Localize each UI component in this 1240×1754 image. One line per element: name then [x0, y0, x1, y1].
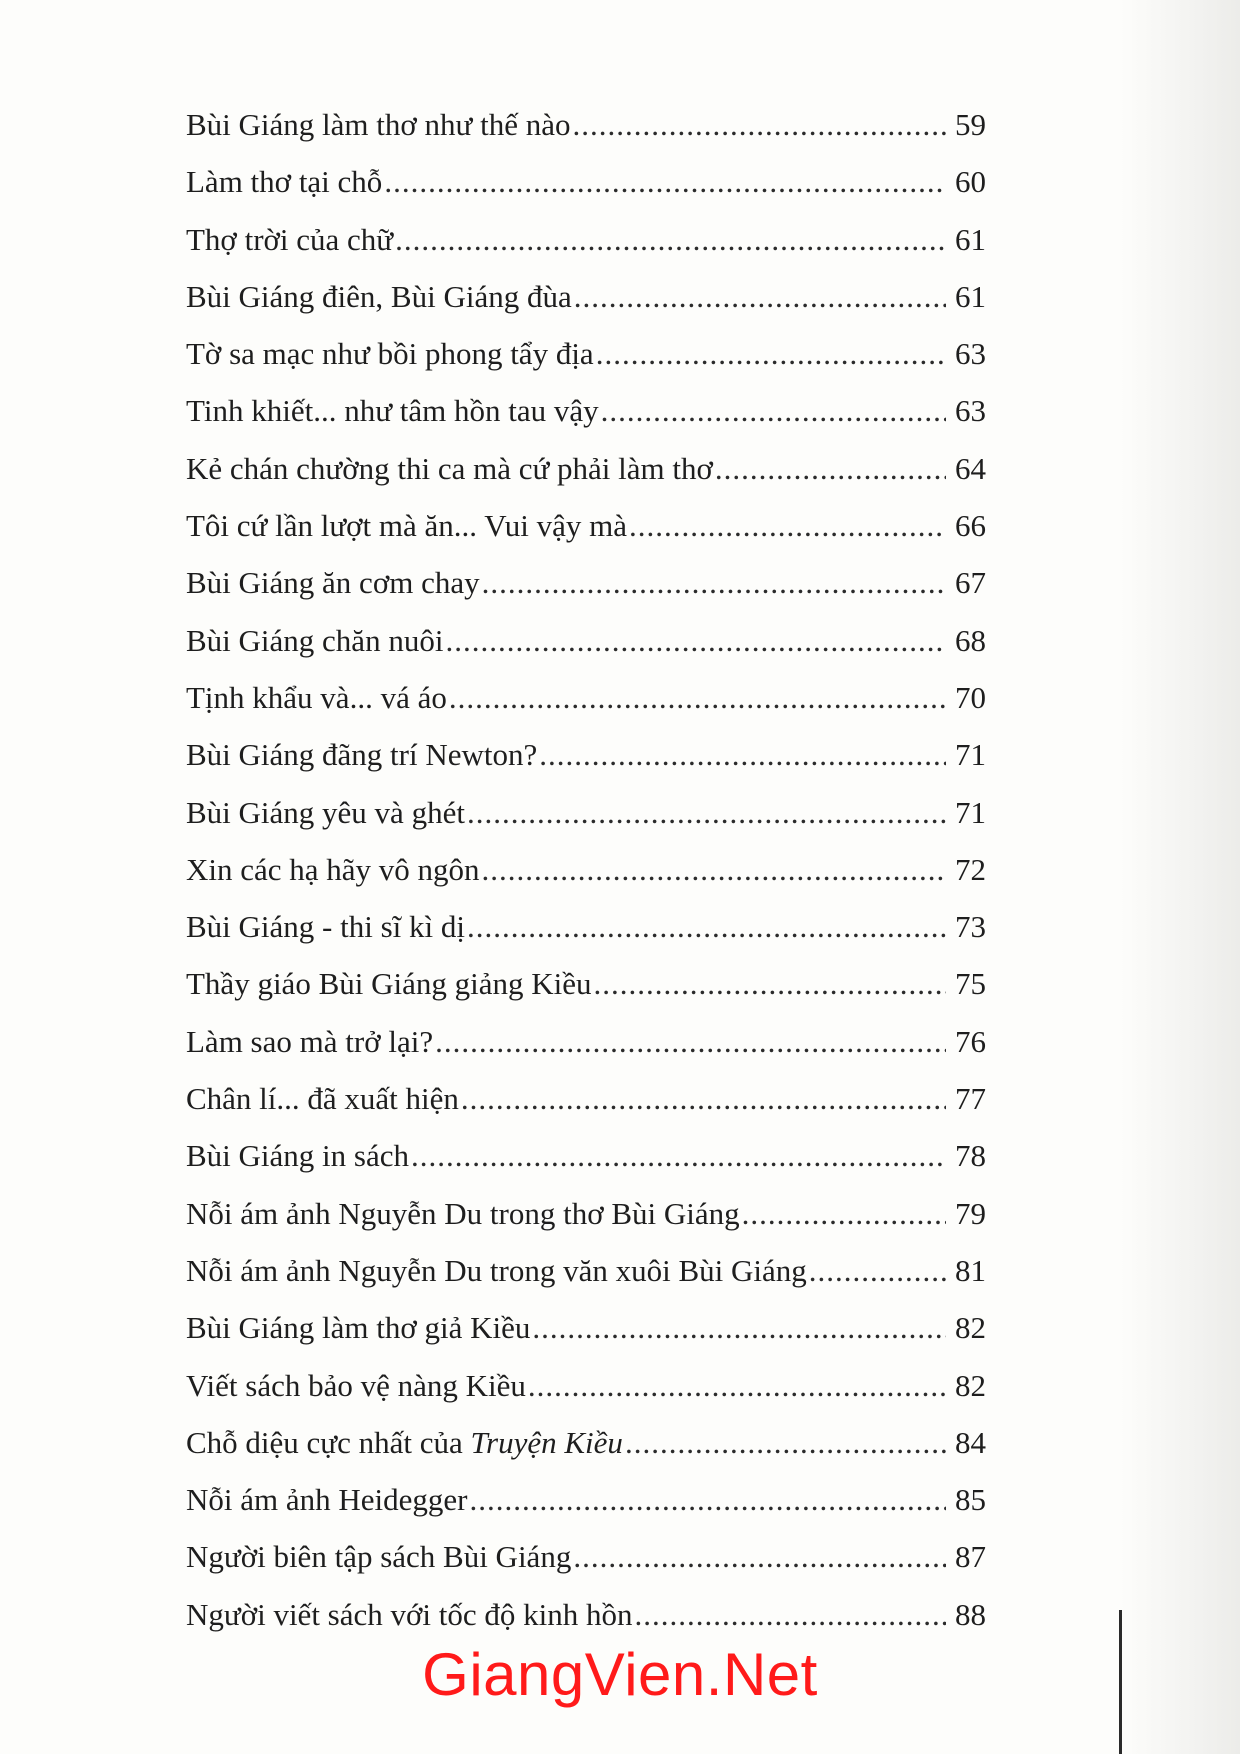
toc-title: Bùi Giáng điên, Bùi Giáng đùa [186, 278, 572, 314]
dot-leader [596, 325, 946, 382]
toc-title: Bùi Giáng làm thơ như thế nào [186, 107, 571, 142]
toc-entry [186, 1242, 986, 1299]
toc-entry [186, 440, 986, 497]
toc-entry [186, 841, 986, 898]
dot-leader [469, 1471, 946, 1528]
dot-leader [467, 898, 946, 955]
toc-entry [186, 726, 986, 783]
toc-page-number: 61 [955, 221, 986, 257]
toc-entry [186, 325, 986, 382]
dot-leader [742, 1185, 946, 1242]
dot-leader [482, 841, 946, 898]
toc-page-number: 77 [955, 1081, 986, 1117]
table-of-contents [186, 96, 986, 1643]
dot-leader [625, 1414, 946, 1471]
toc-entry [186, 669, 986, 726]
toc-title-italic: Truyện Kiều [470, 1424, 623, 1460]
toc-page-number: 84 [955, 1424, 986, 1460]
toc-page-number: 88 [955, 1596, 986, 1632]
toc-entry [186, 1013, 986, 1070]
dot-leader [572, 96, 946, 153]
toc-title: Tờ sa mạc như bồi phong tẩy địa [186, 336, 594, 372]
toc-page-number: 75 [955, 966, 986, 1002]
toc-page-number: 63 [955, 393, 986, 429]
toc-page-number: 73 [955, 909, 986, 945]
toc-entry [186, 96, 986, 153]
toc-title: Kẻ chán chường thi ca mà cứ phải làm thơ [186, 450, 713, 486]
dot-leader [574, 268, 946, 325]
dot-leader [715, 440, 946, 497]
toc-page-number: 63 [955, 336, 986, 372]
toc-entry [186, 898, 986, 955]
toc-title: Bùi Giáng yêu và ghét [186, 794, 465, 830]
toc-entry [186, 1070, 986, 1127]
dot-leader [629, 497, 946, 554]
dot-leader [384, 153, 946, 210]
toc-title: Viết sách bảo vệ nàng Kiều [186, 1367, 526, 1403]
toc-entry [186, 153, 986, 210]
toc-page-number: 70 [955, 679, 986, 715]
toc-page-number: 78 [955, 1138, 986, 1174]
dot-leader [435, 1013, 946, 1070]
toc-page-number: 85 [955, 1482, 986, 1518]
toc-page-number: 79 [955, 1195, 986, 1231]
toc-title [186, 1414, 623, 1471]
toc-page-number: 67 [955, 565, 986, 601]
toc-entry [186, 955, 986, 1012]
toc-entry [186, 1357, 986, 1414]
dot-leader [467, 784, 946, 841]
toc-page-number: 68 [955, 622, 986, 658]
dot-leader [445, 612, 946, 669]
page-edge-shadow [1120, 0, 1240, 1754]
dot-leader [395, 211, 946, 268]
toc-entry [186, 1528, 986, 1585]
toc-title: Bùi Giáng làm thơ giả Kiều [186, 1310, 531, 1346]
toc-entry [186, 1185, 986, 1242]
toc-title: Xin các hạ hãy vô ngôn [186, 851, 480, 887]
dot-leader [809, 1242, 946, 1299]
toc-entry [186, 497, 986, 554]
toc-entry [186, 612, 986, 669]
toc-title: Chân lí... đã xuất hiện [186, 1081, 459, 1117]
dot-leader [635, 1586, 946, 1643]
dot-leader [601, 382, 946, 439]
toc-title: Nỗi ám ảnh Nguyễn Du trong thơ Bùi Giáng [186, 1195, 740, 1231]
toc-entry [186, 1471, 986, 1528]
toc-title: Bùi Giáng đãng trí Newton? [186, 737, 538, 773]
toc-page-number: 66 [955, 508, 986, 544]
toc-page-number: 82 [955, 1367, 986, 1403]
toc-page-number: 64 [955, 450, 986, 486]
toc-title: Nỗi ám ảnh Nguyễn Du trong văn xuôi Bùi Giáng [186, 1252, 807, 1288]
toc-page-number: 76 [955, 1023, 986, 1059]
toc-title: Nỗi ám ảnh Heidegger [186, 1482, 468, 1518]
toc-title: Bùi Giáng chăn nuôi [186, 622, 444, 658]
toc-page-number: 71 [955, 794, 986, 830]
toc-page-number: 87 [955, 1539, 986, 1575]
toc-entry [186, 1586, 986, 1643]
toc-title: Bùi Giáng in sách [186, 1138, 409, 1174]
toc-page-number: 61 [955, 278, 986, 314]
dot-leader [461, 1070, 946, 1127]
toc-page-number: 82 [955, 1310, 986, 1346]
toc-entry [186, 211, 986, 268]
toc-page-number: 60 [955, 164, 986, 200]
toc-title: Bùi Giáng ăn cơm chay [186, 565, 480, 601]
dot-leader [532, 1299, 946, 1356]
toc-page-number: 72 [955, 851, 986, 887]
toc-title: Tôi cứ lần lượt mà ăn... Vui vậy mà [186, 508, 627, 544]
toc-title-roman: Chỗ diệu cực nhất của [186, 1424, 471, 1460]
toc-entry [186, 784, 986, 841]
dot-leader [539, 726, 946, 783]
toc-title: Thợ trời của chữ [186, 221, 394, 257]
toc-title: Bùi Giáng - thi sĩ kì dị [186, 909, 465, 945]
toc-page-number: 81 [955, 1252, 986, 1288]
toc-title: Tinh khiết... như tâm hồn tau vậy [186, 393, 599, 429]
toc-entry [186, 1127, 986, 1184]
toc-entry [186, 1299, 986, 1356]
watermark-text: GiangVien.Net [422, 1641, 818, 1708]
toc-entry [186, 382, 986, 439]
toc-title: Người biên tập sách Bùi Giáng [186, 1539, 572, 1575]
dot-leader [449, 669, 946, 726]
toc-title: Làm sao mà trở lại? [186, 1023, 434, 1059]
toc-page-number: 59 [955, 107, 986, 142]
toc-page-number: 71 [955, 737, 986, 773]
toc-entry [186, 268, 986, 325]
toc-entry [186, 1414, 986, 1471]
dot-leader [411, 1127, 946, 1184]
dot-leader [482, 554, 946, 611]
toc-title: Người viết sách với tốc độ kinh hồn [186, 1596, 633, 1632]
toc-title: Làm thơ tại chỗ [186, 164, 383, 200]
toc-entry [186, 554, 986, 611]
dot-leader [528, 1357, 946, 1414]
dot-leader [594, 955, 947, 1012]
toc-title: Thầy giáo Bùi Giáng giảng Kiều [186, 966, 592, 1002]
toc-title: Tịnh khẩu và... vá áo [186, 679, 447, 715]
dot-leader [573, 1528, 946, 1585]
